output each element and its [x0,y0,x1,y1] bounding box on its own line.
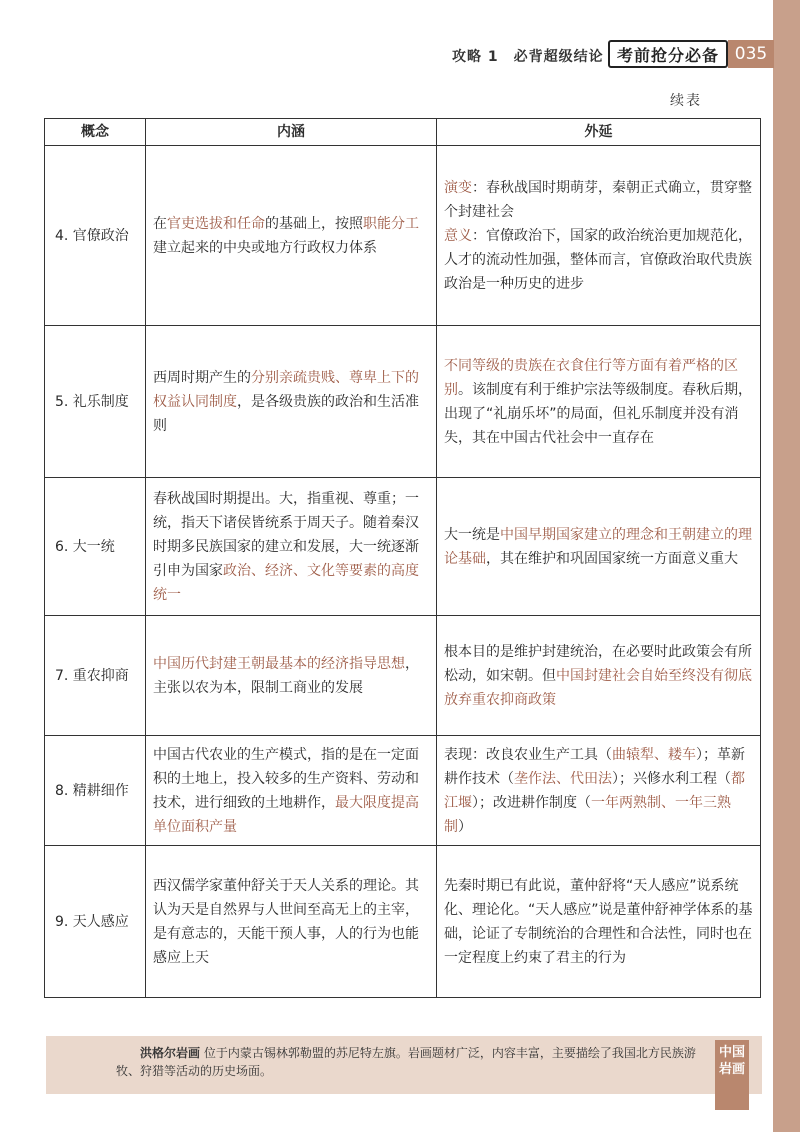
highlighted-text: 曲辕犁、耧车 [612,746,696,763]
text-segment: 表现：改良农业生产工具（ [444,746,612,763]
text-segment: 西汉儒学家董仲舒关于天人关系的理论。其认为天是自然界与人世间至高无上的主宰，是有意志的，天能干预人事，人的行为也能感应上天 [153,877,419,966]
highlighted-text: 中国早期国家建立的理念和王朝建立的理论基础 [444,526,752,567]
concept-table [44,118,761,998]
footer-title: 洪格尔岩画 [140,1046,201,1060]
text-segment: ：春秋战国时期萌芽，秦朝正式确立，贯穿整个封建社会 [444,179,752,220]
concept-cell: 8. 精耕细作 [45,736,146,846]
footer-note [46,1036,762,1094]
concept-cell: 6. 大一统 [45,478,146,616]
highlighted-text: 一年两熟制、一年三熟制 [444,794,731,835]
text-segment: 先秦时期已有此说，董仲舒将“天人感应”说系统化、理论化。“天人感应”说是董仲舒神学体系的基础，论证了专制统治的合理性和合法性，同时也在一定程度上约束了君主的行为 [444,877,753,966]
connotation-cell [146,736,437,846]
table-row [45,146,761,326]
highlighted-text: 演变 [444,179,472,196]
highlighted-text: 意义 [444,227,472,244]
concept-cell: 5. 礼乐制度 [45,326,146,478]
text-segment: ）；革新耕作技术（ [444,746,745,787]
text-segment: ）；兴修水利工程（ [612,770,731,787]
table-row [45,736,761,846]
text-segment: ，是各级贵族的政治和生活准则 [153,393,419,434]
connotation-cell [146,616,437,736]
concept-cell: 4. 官僚政治 [45,146,146,326]
connotation-cell [146,478,437,616]
extension-cell [437,736,761,846]
highlighted-text: 最大限度提高单位面积产量 [153,794,419,835]
text-segment: ：官僚政治下，国家的政治统治更加规范化，人才的流动性加强，整体而言，官僚政治取代贵族政治是一种历史的进步 [444,227,752,292]
footer-body: 位于内蒙古锡林郭勒盟的苏尼特左旗。岩画题材广泛，内容丰富，主要描绘了我国北方民族游牧、狩猎等活动的历史场面。 [116,1046,696,1078]
concept-cell: 7. 重农抑商 [45,616,146,736]
connotation-cell [146,326,437,478]
highlighted-text: 中国历代封建王朝最基本的经济指导思想 [153,655,405,672]
text-segment: 建立起来的中央或地方行政权力体系 [153,239,377,256]
highlighted-text: 分别亲疏贵贱、尊卑上下的权益认同制度 [153,369,419,410]
text-segment: 的基础上，按照 [265,215,363,232]
text-segment: 根本目的是维护封建统治，在必要时此政策会有所松动，如宋朝。但 [444,643,752,684]
extension-cell [437,616,761,736]
extension-cell [437,146,761,326]
text-segment: 春秋战国时期提出。大，指重视、尊重；一统，指天下诸侯皆统系于周天子。随着秦汉时期多民族国家的建立和发展，大一统逐渐引申为国家 [153,490,419,579]
text-segment: 在 [153,215,167,232]
connotation-cell [146,146,437,326]
extension-cell [437,846,761,998]
text-segment: 大一统是 [444,526,500,543]
highlighted-text: 都江堰 [444,770,745,811]
extension-cell [437,326,761,478]
footer-text [116,1044,716,1080]
highlighted-text: 不同等级的贵族在衣食住行等方面有着严格的区别 [444,357,738,398]
highlighted-text: 中国封建社会自始至终没有彻底放弃重农抑商政策 [444,667,752,708]
text-segment: ）；改进耕作制度（ [472,794,591,811]
text-segment: 西周时期产生的 [153,369,251,386]
highlighted-text: 职能分工 [363,215,419,232]
table-row [45,616,761,736]
connotation-cell [146,846,437,998]
highlighted-text: 官吏选拔和任命 [167,215,265,232]
table-row [45,478,761,616]
page-number: 035 [728,40,774,68]
page-header [0,36,800,76]
page-edge-strip [773,0,800,1132]
text-segment: 。该制度有利于维护宗法等级制度。春秋后期，出现了“礼崩乐坏”的局面，但礼乐制度并没有消失，其在中国古代社会中一直存在 [444,381,752,446]
concept-cell: 9. 天人感应 [45,846,146,998]
text-segment: ，主张以农为本，限制工商业的发展 [153,655,419,696]
continued-label: 续表 [670,93,702,109]
highlighted-text: 垄作法、代田法 [514,770,612,787]
header-extension: 外延 [437,119,761,146]
header-concept: 概念 [45,119,146,146]
footer-tag: 中国岩画 [715,1040,749,1110]
section-badge: 考前抢分必备 [608,40,728,68]
table-row [45,326,761,478]
highlighted-text: 政治、经济、文化等要素的高度统一 [153,562,419,603]
header-connotation: 内涵 [146,119,437,146]
extension-cell [437,478,761,616]
table-row [45,846,761,998]
text-segment: ，其在维护和巩固国家统一方面意义重大 [486,550,738,567]
table-header-row [45,119,761,146]
text-segment: ） [458,818,472,835]
breadcrumb: 攻略 1 必背超级结论 [452,49,604,65]
text-segment: 中国古代农业的生产模式，指的是在一定面积的土地上，投入较多的生产资料、劳动和技术，进行细致的土地耕作， [153,746,419,811]
